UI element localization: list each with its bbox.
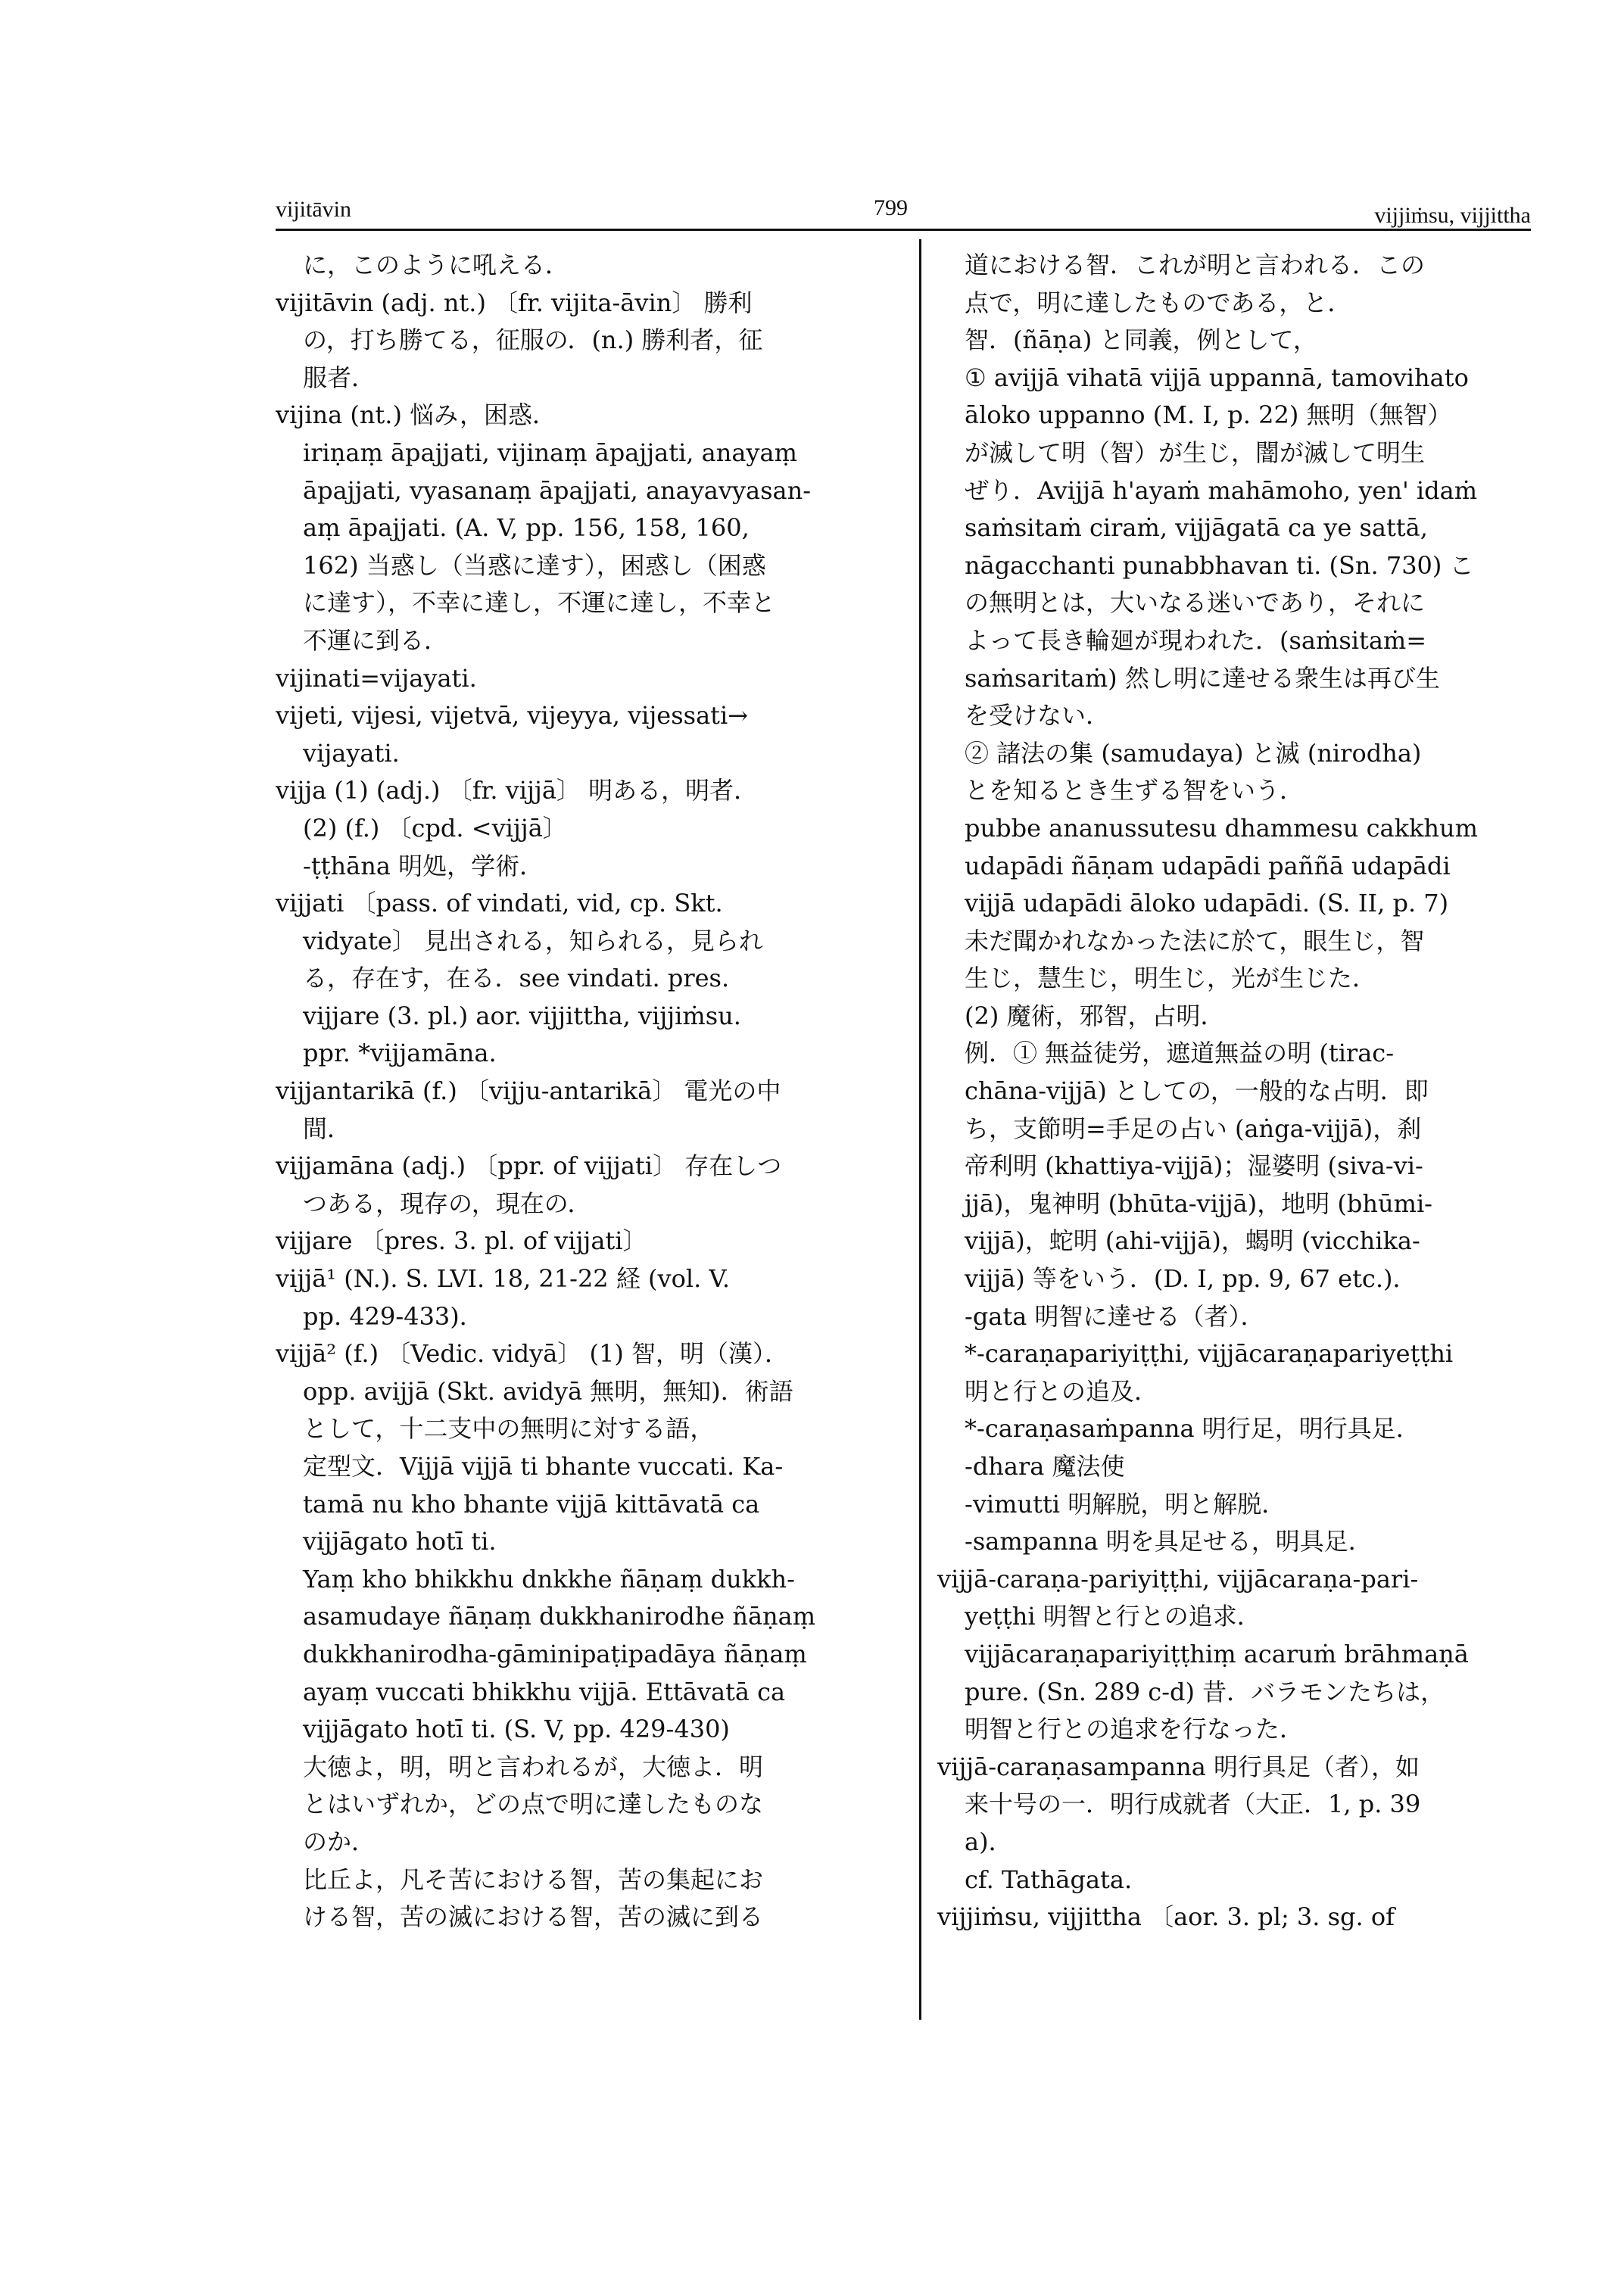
text-line: 生じ，慧生じ，明生じ，光が生じた． bbox=[965, 964, 1377, 993]
entry-headword-line: vijjati 〔pass. of vindati, vid, cp. Skt. bbox=[276, 889, 723, 918]
page-header bbox=[276, 194, 1531, 232]
text-line: asamudaye ñāṇaṃ dukkhanirodhe ñāṇaṃ bbox=[303, 1602, 816, 1631]
text-line: āpajjati, vyasanaṃ āpajjati, anayavyasan- bbox=[303, 475, 812, 505]
text-line: āloko uppanno (M. I, p. 22) 無明（無智） bbox=[965, 400, 1452, 430]
text-line: 点で，明に達したものである，と． bbox=[965, 288, 1352, 317]
text-line: vijjā)，蛇明 (ahi-vijjā)，蝎明 (vicchika- bbox=[965, 1226, 1420, 1256]
text-line: 帝利明 (khattiya-vijjā)；湿婆明 (siva-vi- bbox=[965, 1151, 1423, 1181]
text-line: つある，現存の，現在の． bbox=[303, 1189, 592, 1218]
text-line: に達す），不幸に達し，不運に達し，不幸と bbox=[303, 588, 776, 618]
text-line: vijjare (3. pl.) aor. vijjittha, vijjiṁsu. bbox=[303, 1001, 741, 1030]
text-line: 定型文．Vijjā vijjā ti bhante vuccati. Ka- bbox=[303, 1452, 784, 1481]
text-line: pure. (Sn. 289 c-d) 昔．バラモンたちは， bbox=[965, 1677, 1445, 1706]
text-line: (2) 魔術，邪智，占明． bbox=[965, 1001, 1225, 1030]
text-line: よって長き輪廻が現われた．(saṁsitaṁ= bbox=[965, 625, 1427, 655]
entry-headword-line: vijja (1) (adj.) 〔fr. vijjā〕 明ある，明者． bbox=[276, 776, 759, 805]
text-line: yeṭṭhi 明智と行との追求． bbox=[965, 1602, 1261, 1631]
text-line: vijayati. bbox=[303, 738, 400, 768]
text-line: iriṇaṃ āpajjati, vijinaṃ āpajjati, anayaṃ bbox=[303, 438, 797, 467]
column-divider bbox=[919, 239, 921, 2020]
text-line: udapādi ñāṇam udapādi paññā udapādi bbox=[965, 851, 1451, 880]
text-line: ぜり．Avijjā h'ayaṁ mahāmoho, yen' idaṁ bbox=[965, 475, 1478, 505]
text-line: る，存在す，在る．see vindati. pres. bbox=[303, 964, 730, 993]
text-line: *-caraṇasaṁpanna 明行足，明行具足． bbox=[965, 1414, 1420, 1444]
running-head-right: vijjiṁsu, vijjittha bbox=[1374, 203, 1531, 228]
left-column bbox=[276, 247, 901, 1936]
text-line: ppr. *vijjamāna. bbox=[303, 1039, 497, 1068]
text-line: cf. Tathāgata. bbox=[965, 1865, 1133, 1894]
text-line: とはいずれか，どの点で明に達したものな bbox=[303, 1790, 764, 1819]
text-line: に，このように吼える． bbox=[303, 251, 570, 279]
text-line: vijjāgato hotī ti. (S. V, pp. 429-430) bbox=[303, 1715, 730, 1744]
text-line: とを知るとき生ずる智をいう． bbox=[965, 776, 1304, 805]
text-line: jjā)，鬼神明 (bhūta-vijjā)，地明 (bhūmi- bbox=[965, 1189, 1432, 1218]
text-line: が滅して明（智）が生じ，闇が滅して明生 bbox=[965, 438, 1426, 467]
entry-headword-line: vijinati=vijayati. bbox=[276, 663, 477, 693]
page-number: 799 bbox=[874, 195, 908, 220]
entry-headword-line: vijjantarikā (f.) 〔vijju-antarikā〕 電光の中 bbox=[276, 1076, 781, 1106]
entry-headword-line: vijjare 〔pres. 3. pl. of vijjati〕 bbox=[276, 1226, 647, 1256]
text-line: -gata 明智に達せる（者）． bbox=[965, 1301, 1265, 1331]
right-column bbox=[937, 247, 1535, 1936]
running-head-left: vijitāvin bbox=[276, 197, 351, 222]
text-line: ayaṃ vuccati bhikkhu vijjā. Ettāvatā ca bbox=[303, 1677, 786, 1706]
text-line: nāgacchanti punabbhavan ti. (Sn. 730) こ bbox=[965, 550, 1474, 580]
text-line: *-caraṇapariyiṭṭhi, vijjācaraṇapariyeṭṭhi bbox=[965, 1339, 1454, 1369]
text-line: vijjā udapādi āloko udapādi. (S. II, p. 7) bbox=[965, 889, 1449, 918]
text-line: a)． bbox=[965, 1827, 1013, 1856]
text-line: saṁsitaṁ ciraṁ, vijjāgatā ca ye sattā, bbox=[965, 513, 1428, 543]
header-rule bbox=[276, 229, 1531, 231]
text-line: ② 諸法の集 (samudaya) と滅 (nirodha) bbox=[965, 738, 1422, 768]
entry-headword-line: vijjā² (f.) 〔Vedic. vidyā〕 (1) 智，明（漢）． bbox=[276, 1339, 789, 1369]
text-line: 162) 当惑し（当惑に達す），困惑し（困惑 bbox=[303, 550, 766, 580]
text-line: vidyate〕 見出される，知られる，見られ bbox=[303, 926, 763, 955]
entry-headword-line: vijjā-caraṇasampanna 明行具足（者），如 bbox=[937, 1752, 1420, 1781]
text-line: aṃ āpajjati. (A. V, pp. 156, 158, 160, bbox=[303, 513, 750, 543]
entry-headword-line: vijjā¹ (N.). S. LVI. 18, 21-22 経 (vol. V. bbox=[276, 1264, 731, 1294]
entry-headword-line: vijina (nt.) 悩み，困惑． bbox=[276, 400, 557, 430]
text-line: -dhara 魔法使 bbox=[965, 1452, 1125, 1481]
text-line: 明と行との追及． bbox=[965, 1376, 1159, 1406]
entry-headword-line: vijjamāna (adj.) 〔ppr. of vijjati〕 存在しつ bbox=[276, 1151, 782, 1181]
text-line: 来十号の一．明行成就者（大正．1, p. 39 bbox=[965, 1790, 1421, 1819]
text-line: 未だ聞かれなかった法に於て，眼生じ，智 bbox=[965, 926, 1425, 955]
text-line: opp. avijjā (Skt. avidyā 無明，無知)．術語 bbox=[303, 1376, 793, 1406]
text-line: chāna-vijjā) としての，一般的な占明．即 bbox=[965, 1076, 1429, 1106]
text-line: vijjā) 等をいう．(D. I, pp. 9, 67 etc.)． bbox=[965, 1264, 1417, 1294]
text-line: ① avijjā vihatā vijjā uppannā, tamovihato bbox=[965, 363, 1469, 392]
text-line: tamā nu kho bhante vijjā kittāvatā ca bbox=[303, 1489, 760, 1519]
text-line: 大徳よ，明，明と言われるが，大徳よ．明 bbox=[303, 1752, 764, 1781]
entry-headword-line: vijeti, vijesi, vijetvā, vijeyya, vijessati→ bbox=[276, 701, 749, 731]
text-line: として，十二支中の無明に対する語， bbox=[303, 1414, 715, 1444]
text-line: dukkhanirodha-gāminipaṭipadāya ñāṇaṃ bbox=[303, 1639, 807, 1668]
text-line: -sampanna 明を具足せる，明具足． bbox=[965, 1527, 1373, 1556]
text-line: 間． bbox=[303, 1114, 352, 1143]
text-line: の無明とは，大いなる迷いであり，それに bbox=[965, 588, 1426, 618]
text-line: 服者． bbox=[303, 363, 376, 392]
text-line: (2) (f.) 〔cpd. <vijjā〕 bbox=[303, 813, 567, 843]
text-line: のか． bbox=[303, 1827, 376, 1856]
text-line: 道における智．これが明と言われる．この bbox=[965, 251, 1426, 279]
entry-headword-line: vijitāvin (adj. nt.) 〔fr. vijita-āvin〕 勝利 bbox=[276, 288, 753, 317]
text-line: -vimutti 明解脱，明と解脱． bbox=[965, 1489, 1286, 1519]
text-line: の，打ち勝てる，征服の．(n.) 勝利者，征 bbox=[303, 326, 763, 355]
text-line: ち，支節明=手足の占い (aṅga-vijjā)，刹 bbox=[965, 1114, 1422, 1143]
text-line: 明智と行との追求を行なった． bbox=[965, 1715, 1304, 1744]
entry-headword-line: vijjā-caraṇa-pariyiṭṭhi, vijjācaraṇa-pari- bbox=[937, 1564, 1419, 1594]
text-line: -ṭṭhāna 明処，学術． bbox=[303, 851, 544, 880]
text-line: pp. 429-433)． bbox=[303, 1301, 484, 1331]
text-line: 例．① 無益徒労，遮道無益の明 (tirac- bbox=[965, 1039, 1395, 1068]
text-line: vijjāgato hotī ti. bbox=[303, 1527, 497, 1556]
text-line: を受けない． bbox=[965, 701, 1111, 731]
text-line: 比丘よ，凡そ苦における智，苦の集起にお bbox=[303, 1865, 764, 1894]
text-line: vijjācaraṇapariyiṭṭhiṃ acaruṁ brāhmaṇā bbox=[965, 1639, 1469, 1668]
text-line: 智．(ñāṇa) と同義，例として， bbox=[965, 326, 1317, 355]
entry-headword-line: vijjiṁsu, vijjittha 〔aor. 3. pl; 3. sg. of bbox=[937, 1902, 1395, 1932]
text-line: pubbe ananussutesu dhammesu cakkhum bbox=[965, 813, 1478, 843]
text-line: Yaṃ kho bhikkhu dnkkhe ñāṇaṃ dukkh- bbox=[303, 1564, 795, 1594]
text-line: 不運に到る． bbox=[303, 625, 449, 655]
text-line: saṁsaritaṁ) 然し明に達せる衆生は再び生 bbox=[965, 663, 1440, 693]
text-line: ける智，苦の滅における智，苦の滅に到る bbox=[303, 1902, 764, 1932]
